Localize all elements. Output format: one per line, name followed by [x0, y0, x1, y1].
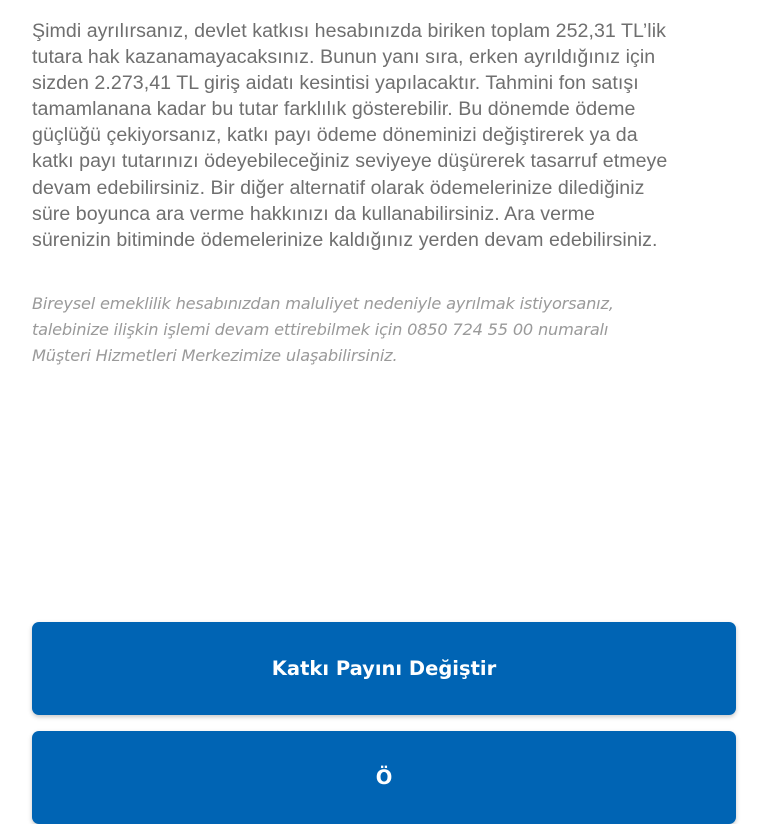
info-line: tamamlanana kadar bu tutar farklılık gösterebilir. Bu dönemde ödeme	[32, 98, 636, 121]
info-line: güçlüğü çekiyorsanız, katkı payı ödeme döneminizi değiştirerek ya da	[32, 124, 638, 147]
note-line: Müşteri Hizmetleri Merkezimize ulaşabilirsiniz.	[32, 346, 398, 365]
secondary-action-button[interactable]	[32, 731, 736, 824]
info-line: süre boyunca ara verme hakkınızı da kullanabilirsiniz. Ara verme	[32, 202, 595, 225]
note-line: Bireysel emeklilik hesabınızdan maluliyet nedeniyle ayrılmak istiyorsanız,	[32, 294, 614, 313]
info-line: devam edebilirsiniz. Bir diğer alternatif olarak ödemelerinize dilediğiniz	[32, 176, 645, 199]
info-line: tutara hak kazanamayacaksınız. Bunun yanı sıra, erken ayrıldığınız için	[32, 46, 656, 69]
change-contribution-button[interactable]	[32, 622, 736, 715]
disability-note	[32, 291, 744, 369]
info-paragraph	[32, 18, 744, 253]
info-line: sizden 2.273,41 TL giriş aidatı kesintisi yapılacaktır. Tahmini fon satışı	[32, 72, 639, 95]
info-line: Şimdi ayrılırsanız, devlet katkısı hesabınızda biriken toplam 252,31 TL’lik	[32, 20, 666, 42]
secondary-action-label: Ö	[375, 766, 393, 789]
note-line: talebinize ilişkin işlemi devam ettirebilmek için 0850 724 55 00 numaralı	[32, 320, 609, 339]
change-contribution-label: Katkı Payını Değiştir	[271, 657, 497, 680]
info-line: katkı payı tutarınızı ödeyebileceğiniz seviyeye düşürerek tasarruf etmeye	[32, 150, 668, 173]
info-line: sürenizin bitiminde ödemelerinize kaldığınız yerden devam edebilirsiniz.	[32, 228, 658, 251]
